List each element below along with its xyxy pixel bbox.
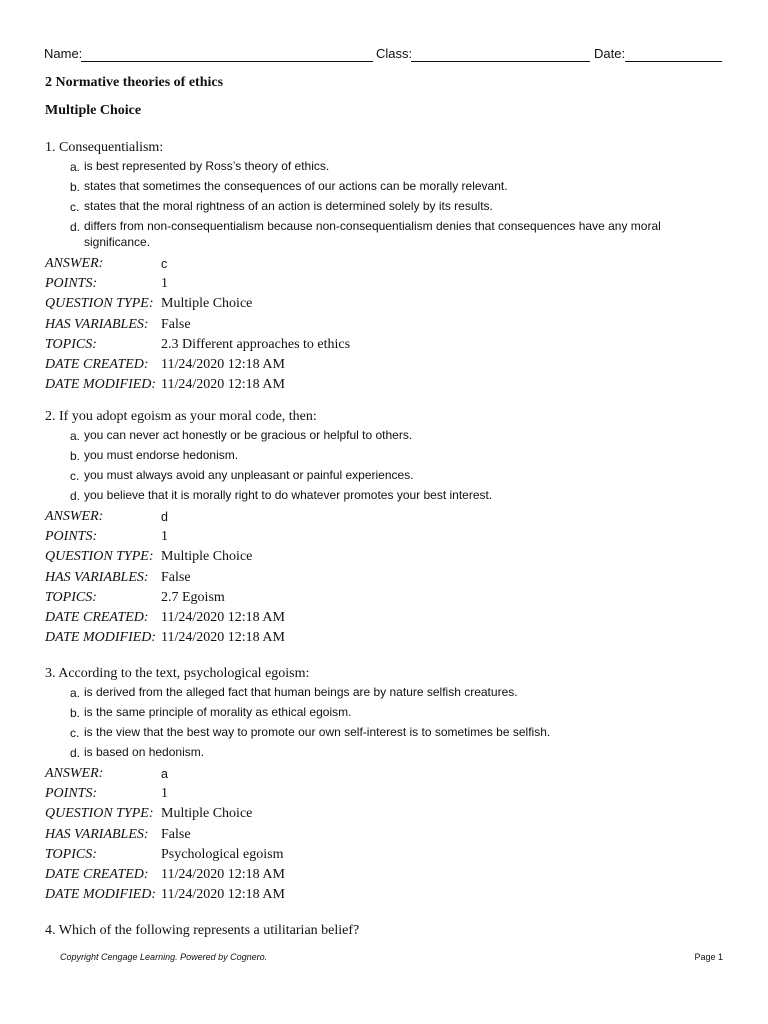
option-b[interactable]: [45, 704, 735, 720]
section-title: Multiple Choice: [45, 103, 142, 118]
option-letter: a.: [70, 160, 81, 174]
date-modified-value: 11/24/2020 12:18 AM: [161, 887, 285, 903]
question-stem: 2. If you adopt egoism as your moral code, then:: [45, 409, 317, 424]
question-type-label: QUESTION TYPE:: [45, 296, 154, 312]
date-created-value: 11/24/2020 12:18 AM: [161, 609, 285, 625]
option-d[interactable]: [45, 487, 735, 503]
date-created-value: 11/24/2020 12:18 AM: [161, 356, 285, 372]
has-variables-label: HAS VARIABLES:: [45, 316, 149, 332]
question-type-value: Multiple Choice: [161, 296, 253, 312]
topics-value: Psychological egoism: [161, 846, 284, 862]
question-stem: 4. Which of the following represents a utilitarian belief?: [45, 923, 360, 938]
option-letter: b.: [70, 706, 81, 720]
date-modified-label: DATE MODIFIED:: [45, 630, 157, 646]
class-label: Class:: [376, 46, 413, 61]
question-type-label: QUESTION TYPE:: [45, 806, 154, 822]
date-field[interactable]: [625, 61, 722, 62]
student-info-header: [44, 44, 724, 64]
answer-value: c: [161, 257, 168, 271]
option-text: is best represented by Ross’s theory of ethics.: [84, 159, 330, 173]
question-metadata: [45, 764, 735, 905]
date-modified-value: 11/24/2020 12:18 AM: [161, 630, 285, 646]
date-created-value: 11/24/2020 12:18 AM: [161, 866, 285, 882]
question-4: [45, 922, 735, 940]
question-stem: 1. Consequentialism:: [45, 140, 164, 155]
option-text: you can never act honestly or be gracious or helpful to others.: [84, 428, 413, 442]
points-label: POINTS:: [45, 786, 98, 802]
question-metadata: [45, 254, 735, 395]
question-1: [45, 139, 735, 395]
option-d[interactable]: [45, 744, 735, 760]
option-letter: c.: [70, 726, 80, 740]
option-d[interactable]: [45, 218, 735, 250]
option-c[interactable]: [45, 467, 735, 483]
has-variables-value: False: [161, 569, 191, 585]
option-c[interactable]: [45, 198, 735, 214]
option-letter: d.: [70, 220, 81, 234]
option-letter: c.: [70, 469, 80, 483]
points-label: POINTS:: [45, 529, 98, 545]
date-modified-value: 11/24/2020 12:18 AM: [161, 377, 285, 393]
option-a[interactable]: [45, 158, 735, 174]
option-letter: c.: [70, 200, 80, 214]
answer-options: [45, 158, 735, 250]
has-variables-value: False: [161, 826, 191, 842]
topics-value: 2.3 Different approaches to ethics: [161, 336, 351, 352]
answer-key-label: ANSWER:: [45, 256, 104, 271]
question-stem: 3. According to the text, psychological egoism:: [45, 666, 310, 681]
answer-value: a: [161, 767, 168, 781]
date-created-label: DATE CREATED:: [45, 609, 149, 625]
option-b[interactable]: [45, 178, 735, 194]
date-modified-label: DATE MODIFIED:: [45, 377, 157, 393]
chapter-title: 2 Normative theories of ethics: [45, 75, 224, 90]
copyright-text: Copyright Cengage Learning. Powered by Cognero.: [60, 952, 268, 962]
name-label: Name:: [44, 46, 83, 61]
option-text: states that the moral rightness of an action is determined solely by its results.: [84, 199, 493, 213]
has-variables-value: False: [161, 316, 191, 332]
option-c[interactable]: [45, 724, 735, 740]
option-b[interactable]: [45, 447, 735, 463]
page-number: Page 1: [694, 952, 723, 962]
option-text: is based on hedonism.: [84, 745, 205, 759]
option-text: states that sometimes the consequences of our actions can be morally relevant.: [84, 179, 508, 193]
question-type-label: QUESTION TYPE:: [45, 549, 154, 565]
date-label: Date:: [594, 46, 626, 61]
option-text: is the same principle of morality as ethical egoism.: [84, 705, 352, 719]
class-field[interactable]: [411, 61, 590, 62]
option-letter: b.: [70, 449, 81, 463]
points-value: 1: [161, 276, 168, 292]
points-value: 1: [161, 786, 168, 802]
answer-options: [45, 684, 735, 760]
has-variables-label: HAS VARIABLES:: [45, 826, 149, 842]
points-label: POINTS:: [45, 276, 98, 292]
answer-key-label: ANSWER:: [45, 766, 104, 781]
date-modified-label: DATE MODIFIED:: [45, 887, 157, 903]
option-text: you must always avoid any unpleasant or painful experiences.: [84, 468, 414, 482]
option-letter: b.: [70, 180, 81, 194]
topics-label: TOPICS:: [45, 336, 97, 352]
option-letter: d.: [70, 746, 81, 760]
date-created-label: DATE CREATED:: [45, 356, 149, 372]
option-a[interactable]: [45, 684, 735, 700]
option-text: differs from non-consequentialism because non-consequentialism denies that consequences have any moral significance.: [84, 219, 661, 249]
has-variables-label: HAS VARIABLES:: [45, 569, 149, 585]
option-text: you believe that it is morally right to do whatever promotes your best interest.: [84, 488, 493, 502]
option-letter: a.: [70, 686, 81, 700]
option-text: you must endorse hedonism.: [84, 448, 239, 462]
option-letter: d.: [70, 489, 81, 503]
option-a[interactable]: [45, 427, 735, 443]
answer-value: d: [161, 510, 168, 524]
answer-options: [45, 427, 735, 503]
points-value: 1: [161, 529, 168, 545]
question-2: [45, 408, 735, 648]
question-3: [45, 665, 735, 905]
name-field[interactable]: [81, 61, 373, 62]
question-type-value: Multiple Choice: [161, 549, 253, 565]
option-text: is the view that the best way to promote our own self-interest is to sometimes be selfish.: [84, 725, 551, 739]
date-created-label: DATE CREATED:: [45, 866, 149, 882]
answer-key-label: ANSWER:: [45, 509, 104, 524]
question-type-value: Multiple Choice: [161, 806, 253, 822]
question-metadata: [45, 507, 735, 648]
option-text: is derived from the alleged fact that human beings are by nature selfish creatures.: [84, 685, 518, 699]
option-letter: a.: [70, 429, 81, 443]
topics-label: TOPICS:: [45, 846, 97, 862]
topics-label: TOPICS:: [45, 589, 97, 605]
topics-value: 2.7 Egoism: [161, 589, 225, 605]
